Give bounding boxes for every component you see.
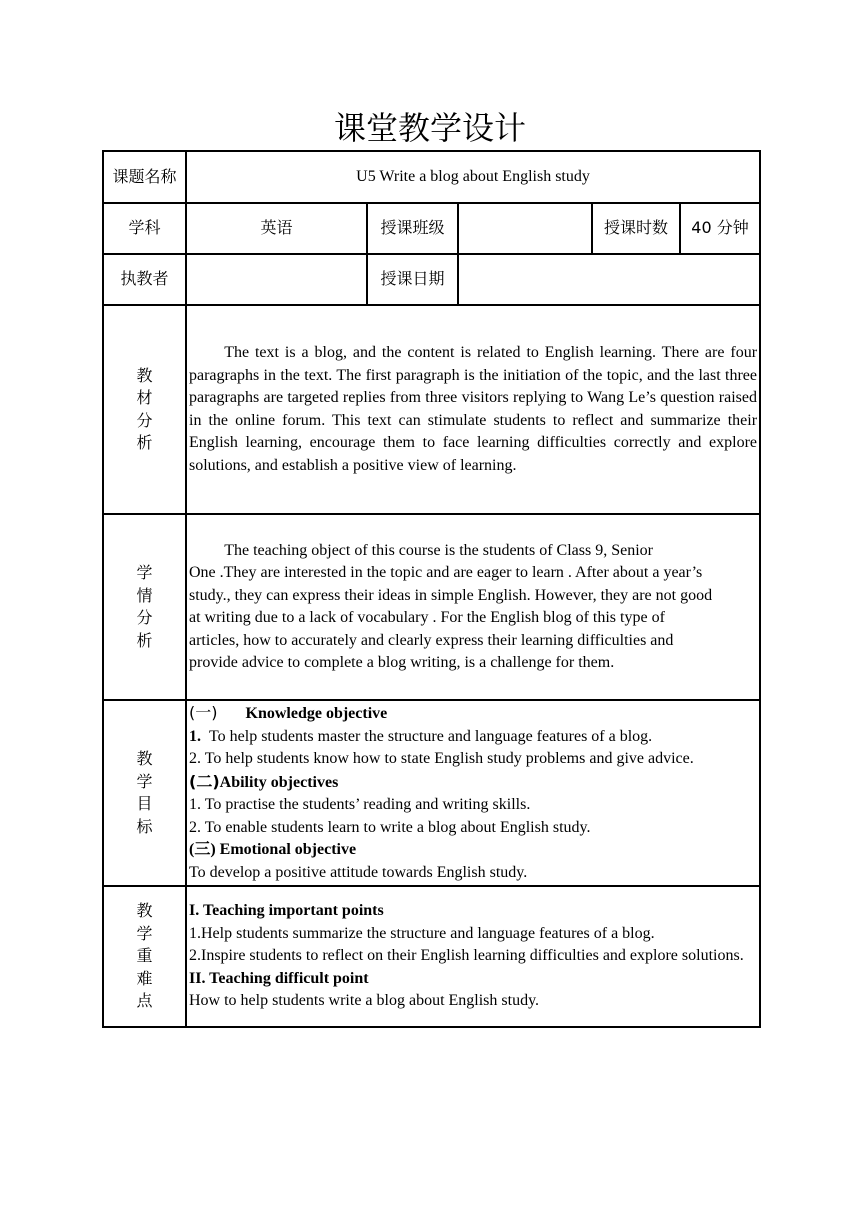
keypoints-text bbox=[186, 886, 760, 1027]
difficult-heading: II. Teaching difficult point bbox=[189, 969, 369, 987]
material-label: 教 材 分 析 bbox=[103, 305, 186, 514]
keypoint-i1: 1.Help students summarize the structure and language features of a blog. bbox=[189, 924, 655, 942]
ability-heading: (二)Ability objectives bbox=[189, 771, 339, 791]
row-topic bbox=[103, 151, 760, 203]
objective-k2: 2. To help students know how to state English study problems and give advice. bbox=[189, 750, 694, 767]
lesson-plan-table bbox=[102, 150, 761, 1028]
keypoint-d1: How to help students write a blog about English study. bbox=[189, 992, 540, 1010]
row-learner-analysis bbox=[103, 514, 760, 700]
teacher-label: 执教者 bbox=[103, 254, 186, 305]
hours-value: 40 分钟 bbox=[680, 203, 760, 254]
learners-label: 学 情 分 析 bbox=[103, 514, 186, 700]
class-label: 授课班级 bbox=[367, 203, 458, 254]
subject-label: 学科 bbox=[103, 203, 186, 254]
knowledge-heading: (一) Knowledge objective bbox=[189, 703, 388, 722]
hours-label: 授课时数 bbox=[592, 203, 680, 254]
objective-a2: 2. To enable students learn to write a blog about English study. bbox=[189, 818, 591, 836]
objective-k1: 1. To help students master the structure and language features of a blog. bbox=[189, 727, 653, 745]
learners-text: The teaching object of this course is the students of Class 9, Senior One .They are interested in the topic and are eager to learn . After about a year’s study., they can express their ideas in simple English. However, they are not good at writing due to a lack of vocabulary . For the English blog of this type of articles, how to accurately and clearly express their learning difficulties and provide advice to complete a blog writing, is a challenge for them. bbox=[186, 514, 760, 700]
topic-value: U5 Write a blog about English study bbox=[186, 151, 760, 203]
date-value bbox=[458, 254, 760, 305]
keypoint-i2: 2.Inspire students to reflect on their English learning difficulties and explore solutions. bbox=[189, 947, 744, 965]
objective-a1: 1. To practise the students’ reading and writing skills. bbox=[189, 796, 531, 813]
page-title: 课堂教学设计 bbox=[333, 109, 526, 147]
topic-label: 课题名称 bbox=[103, 151, 186, 203]
emotional-heading: (三) Emotional objective bbox=[189, 841, 357, 858]
class-value bbox=[458, 203, 592, 254]
subject-value: 英语 bbox=[186, 203, 367, 254]
date-label: 授课日期 bbox=[367, 254, 458, 305]
row-subject bbox=[103, 203, 760, 254]
row-teacher bbox=[103, 254, 760, 305]
teacher-value bbox=[186, 254, 367, 305]
keypoints-label: 教 学 重 难 点 bbox=[103, 886, 186, 1027]
row-key-points bbox=[103, 886, 760, 1027]
objective-e1: To develop a positive attitude towards English study. bbox=[189, 863, 528, 881]
objectives-label: 教 学 目 标 bbox=[103, 700, 186, 886]
row-teaching-objectives bbox=[103, 700, 760, 886]
material-text: The text is a blog, and the content is related to English learning. There are four paragraphs in the text. The first paragraph is the initiation of the topic, and the last three paragraphs are targeted replies from three visitors replying to Wang Le’s question raised in the online forum. This text can stimulate students to reflect and summarize their English learning, encourage them to face learning difficulties correctly and explore solutions, and establish a positive view of learning. bbox=[186, 305, 760, 514]
row-material-analysis bbox=[103, 305, 760, 514]
important-heading: I. Teaching important points bbox=[189, 902, 384, 920]
objectives-text bbox=[186, 700, 760, 886]
